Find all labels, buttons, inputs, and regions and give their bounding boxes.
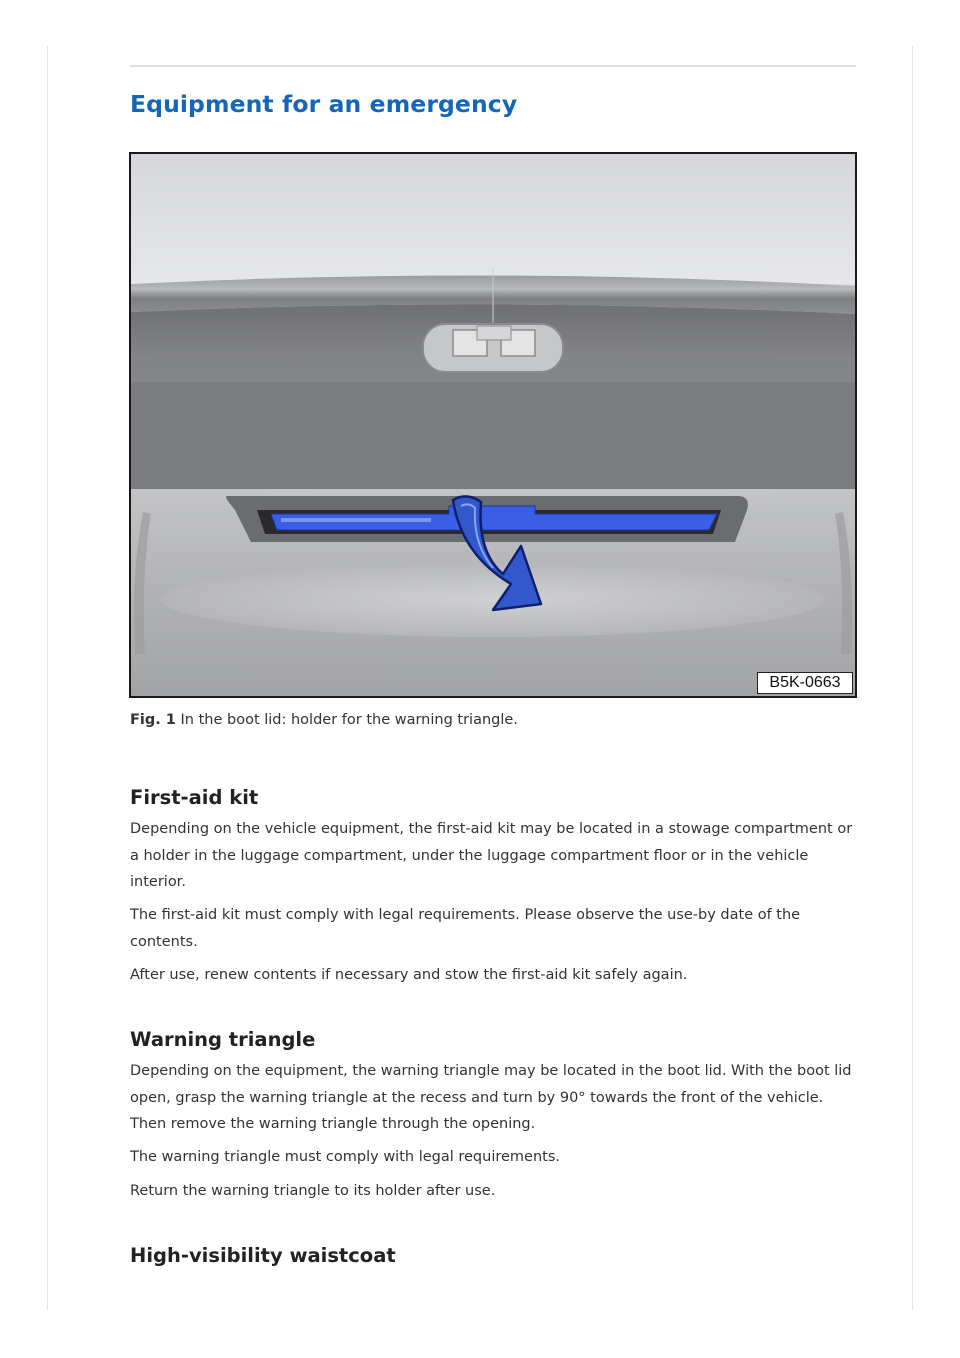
boot-lid-illustration: [131, 154, 855, 696]
warning-triangle-paragraph-3: Return the warning triangle to its holder after use.: [130, 1183, 496, 1199]
right-margin-rule: [912, 46, 913, 1310]
first-aid-kit-paragraph-1: Depending on the vehicle equipment, the first-aid kit may be located in a stowage compartment or a holder in the luggage compartment, under the luggage compartment floor or in the vehicle interior.: [130, 821, 853, 890]
left-margin-rule: [47, 46, 48, 1310]
figure-caption: [130, 712, 518, 728]
first-aid-kit-paragraph-2: The first-aid kit must comply with legal requirements. Please observe the use-by date of the contents.: [130, 907, 801, 950]
page-title: Equipment for an emergency: [130, 90, 518, 118]
boot-lid-figure: [129, 152, 857, 698]
first-aid-kit-paragraph-3: After use, renew contents if necessary and stow the first-aid kit safely again.: [130, 967, 688, 983]
header-divider: [130, 65, 856, 67]
warning-triangle-paragraph-2: The warning triangle must comply with legal requirements.: [130, 1149, 561, 1165]
warning-triangle-paragraph-1: Depending on the equipment, the warning triangle may be located in the boot lid. With the boot lid open, grasp the warning triangle at the recess and turn by 90° towards the front of the vehicle. Then remove the warning triangle through the opening.: [130, 1063, 852, 1132]
first-aid-kit-heading: First-aid kit: [130, 786, 259, 809]
figure-label: Fig. 1: [130, 712, 176, 728]
high-visibility-waistcoat-heading: High-visibility waistcoat: [130, 1244, 396, 1267]
warning-triangle-heading: Warning triangle: [130, 1028, 316, 1051]
figure-caption-text: In the boot lid: holder for the warning triangle.: [175, 712, 518, 728]
figure-reference-code: B5K-0663: [757, 672, 853, 694]
